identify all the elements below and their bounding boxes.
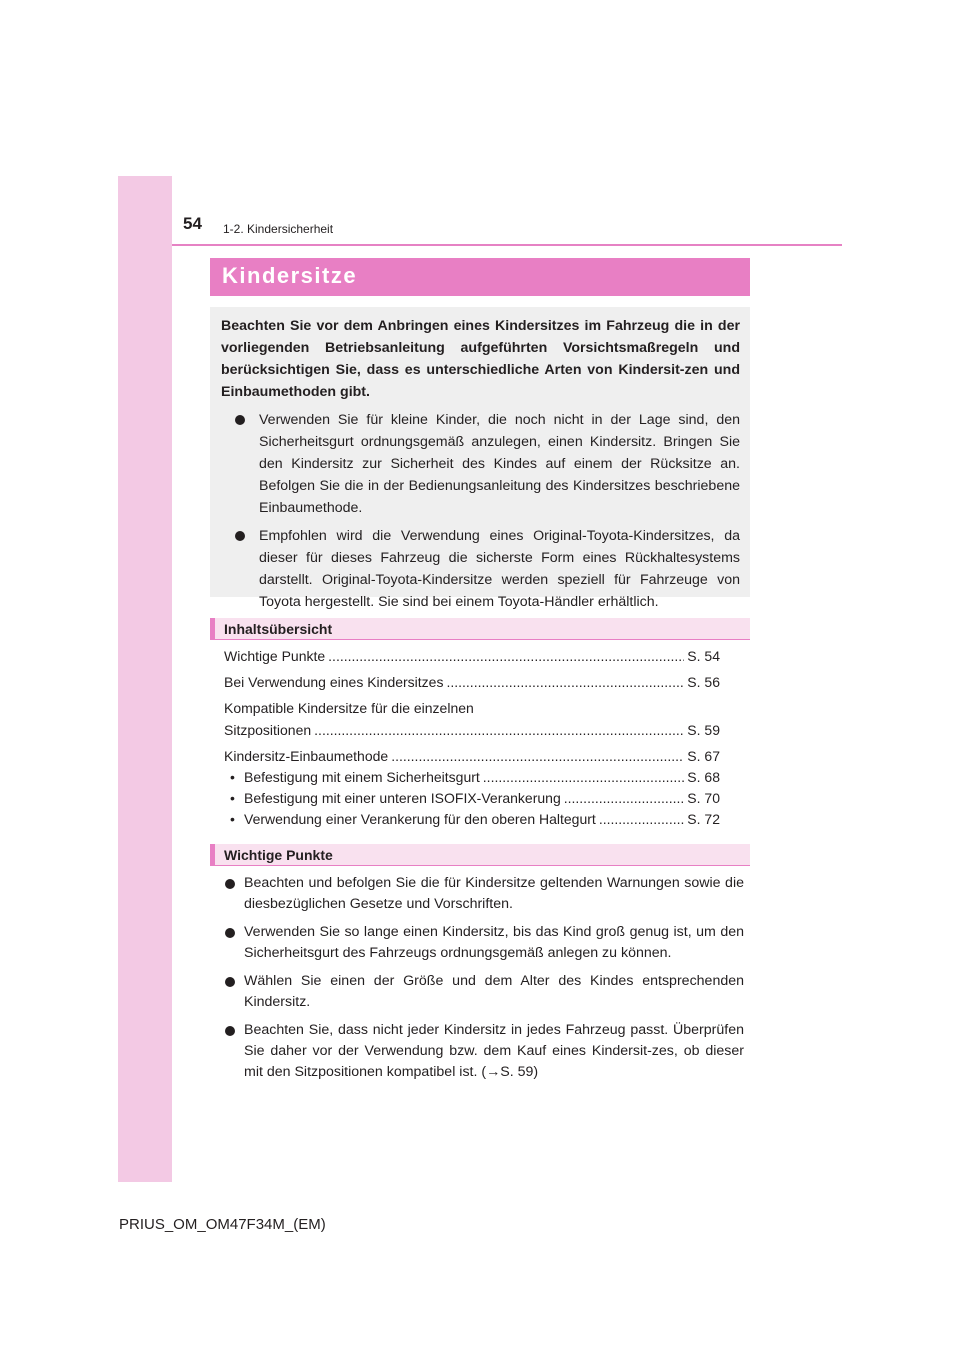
table-of-contents xyxy=(224,648,720,831)
header-rule xyxy=(172,244,842,246)
toc-entry-verwendung-kindersitz[interactable]: Bei Verwendung eines Kindersitzes ..... S. 56 xyxy=(224,674,720,694)
toc-page-ref: S. 72 xyxy=(687,811,720,827)
toc-page-ref: S. 54 xyxy=(687,648,720,664)
page-title: Kindersitze xyxy=(222,263,358,288)
side-tab-strip xyxy=(118,176,172,1182)
toc-page-ref: S. 68 xyxy=(687,769,720,785)
toc-page-ref: S. 59 xyxy=(687,722,720,738)
list-item: Beachten und befolgen Sie die für Kindersitze geltenden Warnungen sowie die diesbezüglichen Gesetze und Vorschriften. xyxy=(224,873,744,915)
important-heading: Wichtige Punkte xyxy=(224,847,333,863)
document-id: PRIUS_OM_OM47F34M_(EM) xyxy=(119,1216,326,1233)
toc-entry-wichtige-punkte[interactable]: Wichtige Punkte ..... S. 54 xyxy=(224,648,720,668)
bullet-dot-icon xyxy=(225,928,235,938)
intro-box xyxy=(210,307,750,610)
bullet-dot-icon xyxy=(235,531,245,541)
page-title-bar xyxy=(210,258,750,296)
bullet-dot-icon xyxy=(225,879,235,889)
toc-entry-einbaumethode[interactable]: Kindersitz-Einbaumethode ..... S. 67 xyxy=(224,748,720,768)
chapter-label: 1-2. Kindersicherheit xyxy=(223,222,334,236)
bullet-dot-icon xyxy=(225,1026,235,1036)
toc-entry-line: Kompatible Kindersitze für die einzelnen xyxy=(224,700,474,716)
important-heading-bar xyxy=(210,844,750,866)
intro-bullet: Empfohlen wird die Verwendung eines Original-Toyota-Kindersitzes, da dieser für dieses Fahrzeug die sicherste Form eines Rückhaltesystems darstellt. Original-Toyota-Kindersitze werden speziell für Fahrzeuge von Toyota hergestellt. Sie sind bei einem Toyota-Händler erhältlich. xyxy=(221,525,740,613)
toc-subentry-haltegurt[interactable]: • Verwendung einer Verankerung für den oberen Haltegurt ..... S. 72 xyxy=(224,811,720,831)
toc-page-ref: S. 56 xyxy=(687,674,720,690)
bullet-dot-icon xyxy=(235,415,245,425)
page-number: 54 xyxy=(183,214,202,233)
toc-page-ref: S. 67 xyxy=(687,748,720,764)
toc-subentry-sicherheitsgurt[interactable]: • Befestigung mit einem Sicherheitsgurt ..... S. 68 xyxy=(224,769,720,789)
toc-entry-sitzpositionen[interactable]: Sitzpositionen ..... S. 59 xyxy=(224,722,720,742)
list-item: Verwenden Sie so lange einen Kindersitz, bis das Kind groß genug ist, um den Sicherheitsgurt des Fahrzeugs ordnungsgemäß anlegen zu können. xyxy=(224,922,744,964)
toc-subentry-isofix[interactable]: • Befestigung mit einer unteren ISOFIX-Verankerung ..... S. 70 xyxy=(224,790,720,810)
bullet-dot-icon xyxy=(225,977,235,987)
important-points-list xyxy=(224,873,744,1090)
toc-heading-bar xyxy=(210,618,750,640)
toc-heading: Inhaltsübersicht xyxy=(224,621,333,637)
intro-lead: Beachten Sie vor dem Anbringen eines Kindersitzes im Fahrzeug die in der vorliegenden Betriebsanleitung aufgeführten Vorsichtsmaßregeln und berücksichtigen Sie, dass es unterschiedliche Arten von Kindersit-zen und Einbaumethoden gibt. xyxy=(221,318,740,400)
intro-bullet: Verwenden Sie für kleine Kinder, die noch nicht in der Lage sind, den Sicherheitsgurt ordnungsgemäß anzulegen, einen Kindersitz. Bringen Sie den Kindersitz zur Sicherheit des Kindes auf einem der Rücksitze an. Befolgen Sie die in der Bedienungsanleitung des Kindersitzes beschriebene Einbaumethode. xyxy=(221,409,740,519)
toc-page-ref: S. 70 xyxy=(687,790,720,806)
list-item: Wählen Sie einen der Größe und dem Alter des Kindes entsprechenden Kindersitz. xyxy=(224,971,744,1013)
list-item: Beachten Sie, dass nicht jeder Kindersitz in jedes Fahrzeug passt. Überprüfen Sie daher vor der Verwendung bzw. dem Kauf eines Kindersit-zes, ob dieser mit den Sitzpositionen kompatibel ist. (→S. 59) xyxy=(224,1020,744,1083)
